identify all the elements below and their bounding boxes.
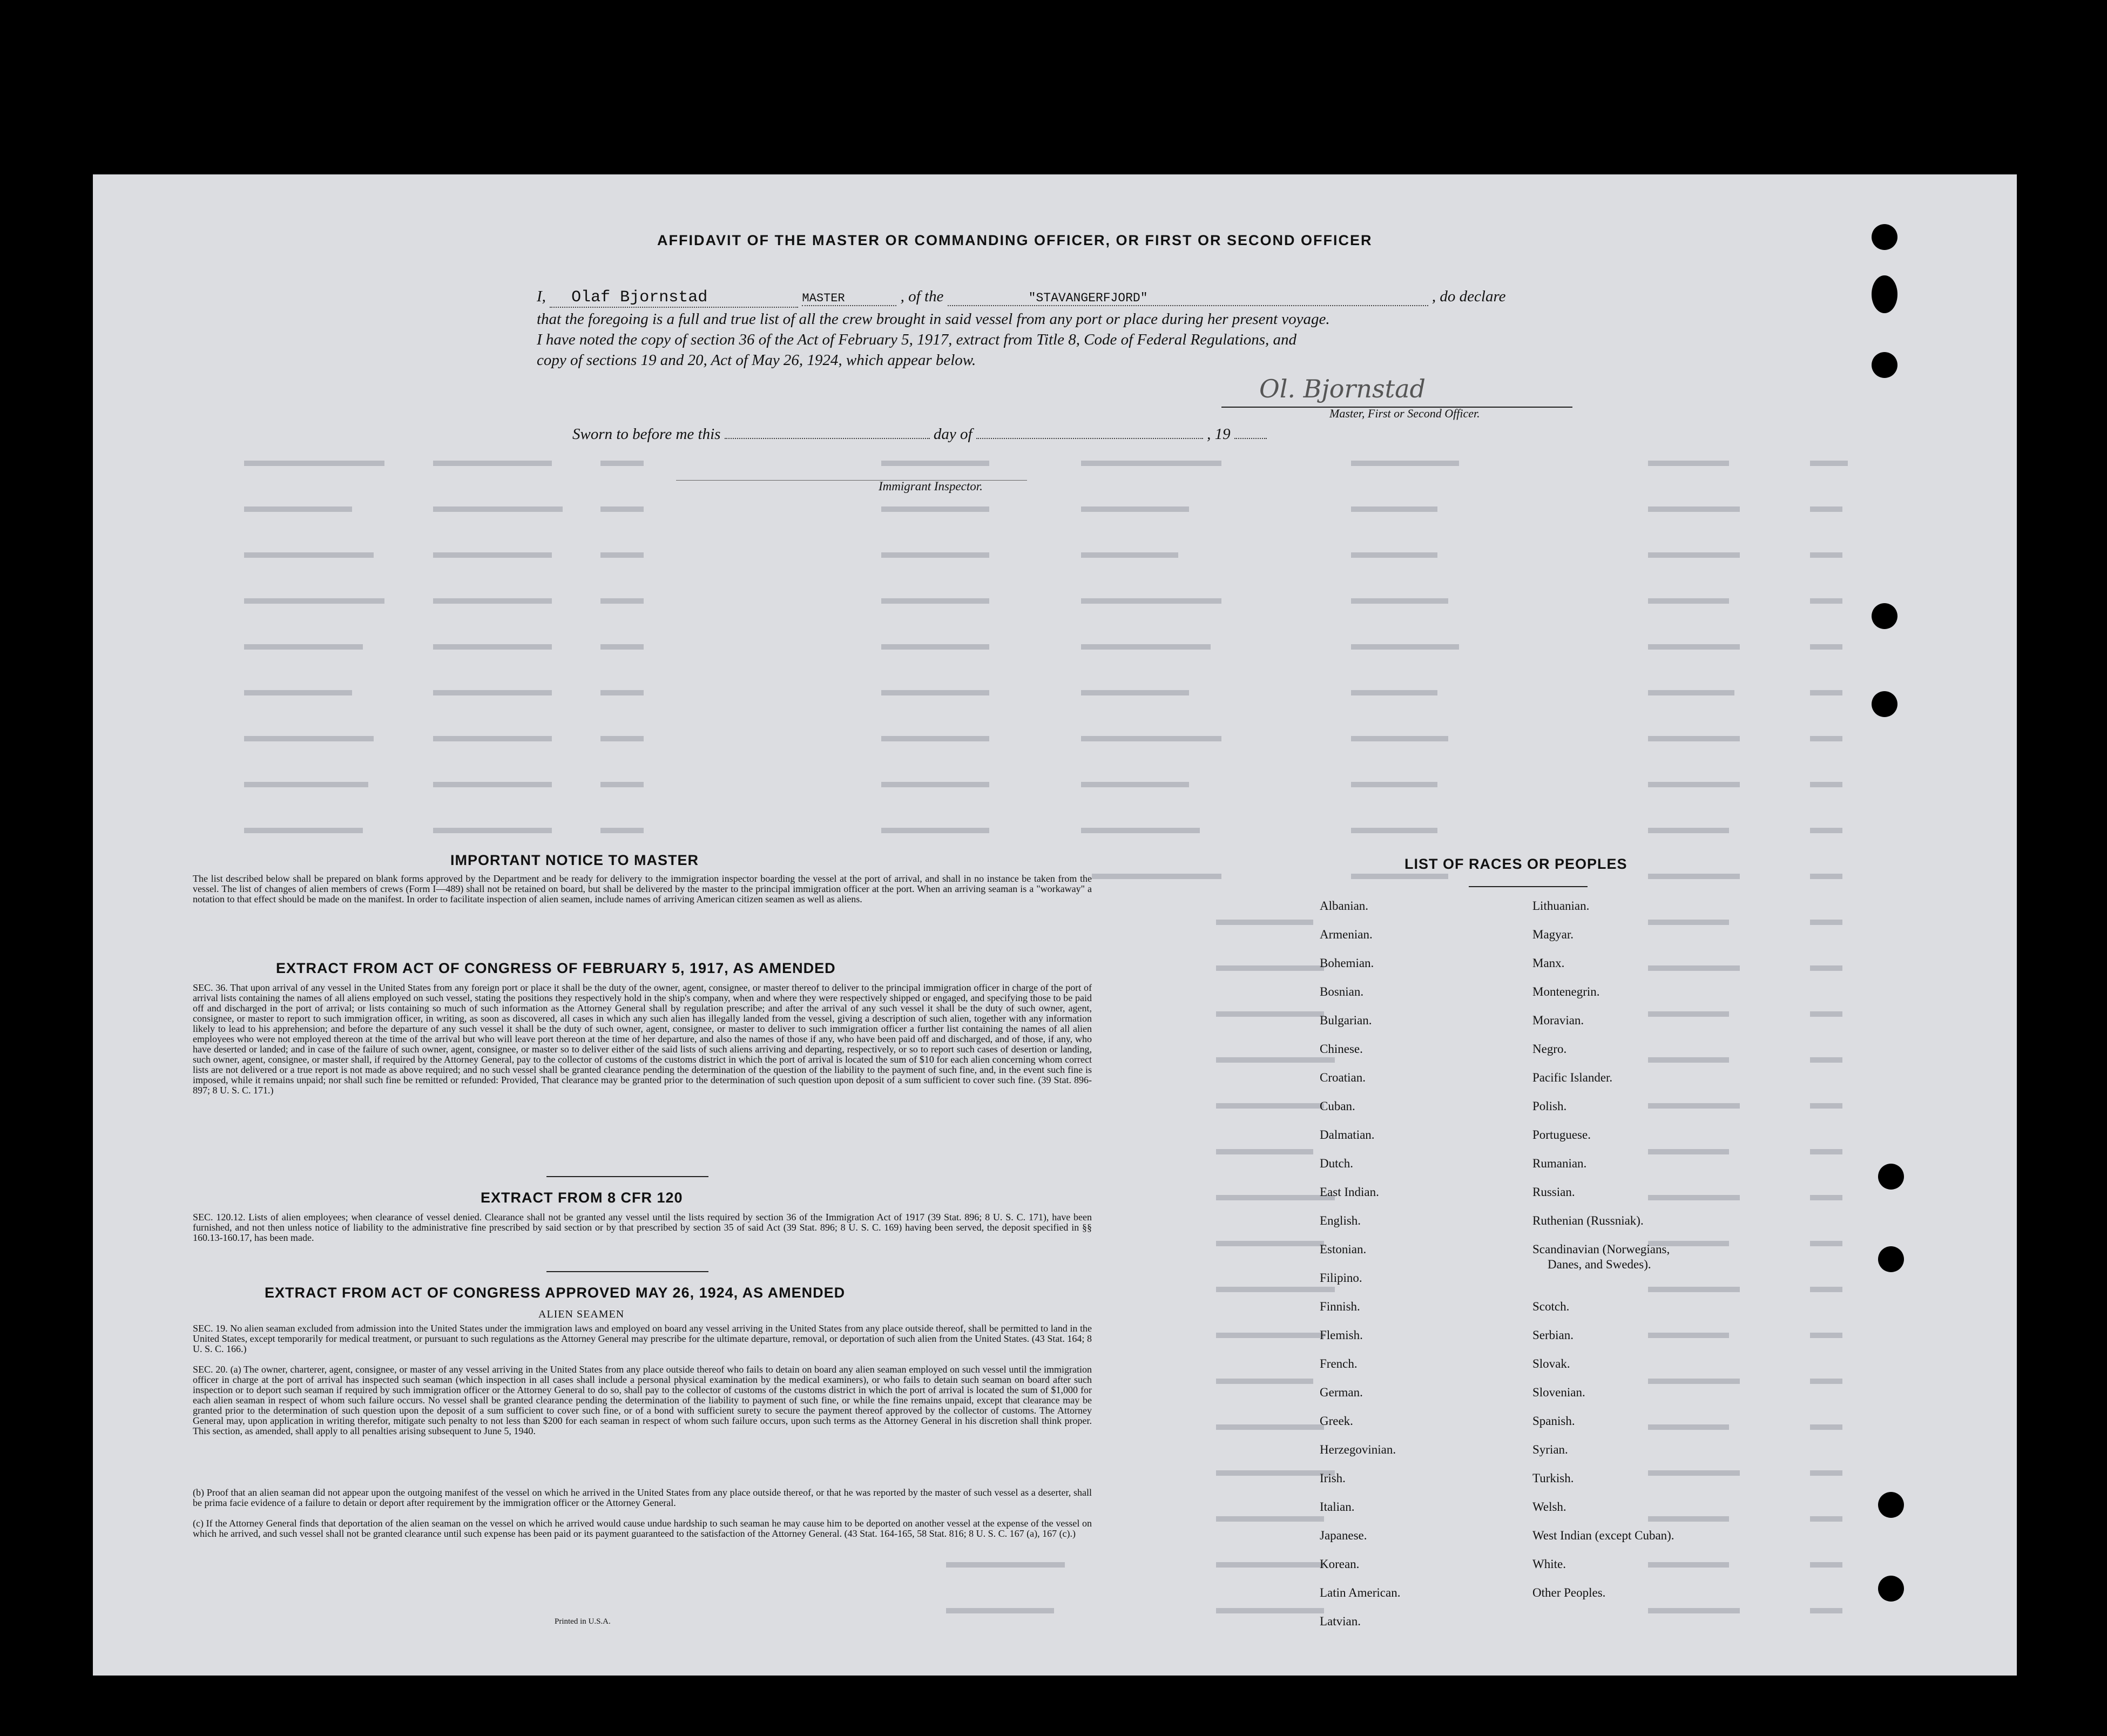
race-item: Albanian. [1320, 899, 1369, 913]
race-item: Dalmatian. [1320, 1128, 1375, 1141]
printed-in-usa: Printed in U.S.A. [555, 1617, 611, 1626]
race-item: Welsh. [1532, 1500, 1566, 1514]
punch-hole [1878, 1164, 1904, 1190]
act-1924-sec20b: (b) Proof that an alien seaman did not appear upon the outgoing manifest of the vessel on which he arrived in the United States from any place outside thereof, or that he was reported by the master of such vessel as a deserter, shall be prima facie evidence of a failure to detain or deport after requirement by the immigration officer or the Attorney General. [193, 1487, 1092, 1508]
race-item: Bulgarian. [1320, 1014, 1372, 1027]
do-declare-label: , do declare [1431, 288, 1506, 305]
race-item: Portuguese. [1532, 1128, 1591, 1141]
race-item: Other Peoples. [1532, 1586, 1606, 1599]
pronoun-i: I, [537, 288, 546, 305]
race-item: East Indian. [1320, 1185, 1379, 1199]
cfr-body: SEC. 120.12. Lists of alien employees; when clearance of vessel denied. Clearance shall not be granted any vessel until the lists required by section 36 of the Immigration Act of 1917 (39 Stat. 896; 8 U. S. C. 171), have been furnished, and not then unless notice of liability to the administrative fine prescribed by said section or by that prescribed by section 35 of said Act (39 Stat. 896; 8 U. S. C. 169) having been served, the deposit specified in §§ 160.13-160.17, has been made. [193, 1212, 1092, 1243]
race-item: Scotch. [1532, 1300, 1570, 1313]
race-item: Herzegovinian. [1320, 1443, 1396, 1456]
punch-hole [1878, 1246, 1904, 1272]
races-divider [1469, 886, 1588, 887]
declaration-line-3: I have noted the copy of section 36 of the Act of February 5, 1917, extract from Title 8, Code of Federal Regulations, and [537, 331, 1297, 348]
notice-title: IMPORTANT NOTICE TO MASTER [447, 852, 702, 869]
act-1924-sec20: SEC. 20. (a) The owner, charterer, agent, consignee, or master of any vessel arriving in the United States from any place outside thereof who fails to detain on board any alien seaman employed on such vessel until the immigration officer in charge at the port of arrival has inspected such seaman (which inspection in all cases shall include a personal physical examination by the medical examiners), or who fails to detain such seaman on board after such inspection or to deport such seaman if required by such immigration officer or the Attorney General to do so, shall pay to the collector of customs of the customs district in which the port of arrival is located the sum of $1,000 for each alien seaman in respect of whom such failure occurs. No vessel shall be granted clearance pending the determination of the liability to payment of such fine, or while the fine remains unpaid, except that clearance may be granted prior to the determination of such question upon the deposit of a sum sufficient to cover such fine, or of a bond with sufficient surety to secure the payment thereof approved by the collector of customs. The Attorney General may, upon application in writing therefor, mitigate such penalty to not less than $200 for each seaman in respect of whom such failure occurs, upon such terms as the Attorney General in his discretion shall think proper. This section, as amended, shall apply to all penalties arising subsequent to June 5, 1940. [193, 1364, 1092, 1436]
race-item: Pacific Islander. [1532, 1071, 1613, 1084]
race-item: Latin American. [1320, 1586, 1401, 1599]
race-item: Estonian. [1320, 1242, 1367, 1256]
race-item: Italian. [1320, 1500, 1355, 1514]
race-item: Filipino. [1320, 1271, 1362, 1285]
race-item: English. [1320, 1214, 1361, 1227]
race-item: German. [1320, 1386, 1363, 1399]
sworn-year-blank [1234, 438, 1267, 439]
race-item: West Indian (except Cuban). [1532, 1529, 1674, 1542]
punch-hole [1872, 275, 1897, 313]
race-item: Slovak. [1532, 1357, 1570, 1370]
race-item: Finnish. [1320, 1300, 1360, 1313]
race-item: Negro. [1532, 1042, 1567, 1056]
race-item: Greek. [1320, 1414, 1353, 1428]
master-signature: Ol. Bjornstad [1259, 374, 1426, 403]
races-title: LIST OF RACES OR PEOPLES [1401, 856, 1631, 873]
cfr-title: EXTRACT FROM 8 CFR 120 [477, 1190, 686, 1206]
race-item: Flemish. [1320, 1328, 1363, 1342]
race-item: Ruthenian (Russniak). [1532, 1214, 1644, 1227]
officer-name: Olaf Bjornstad [550, 288, 798, 308]
act-1917-title: EXTRACT FROM ACT OF CONGRESS OF FEBRUARY 5, 1917, AS AMENDED [273, 960, 839, 977]
race-item: Russian. [1532, 1185, 1575, 1199]
race-item: Spanish. [1532, 1414, 1575, 1428]
act-1924-title: EXTRACT FROM ACT OF CONGRESS APPROVED MAY 26, 1924, AS AMENDED [261, 1285, 848, 1301]
race-item: Cuban. [1320, 1099, 1355, 1113]
races-col-1 [1320, 899, 1400, 1643]
race-item: Serbian. [1532, 1328, 1574, 1342]
race-item: Latvian. [1320, 1615, 1361, 1628]
punch-hole [1878, 1492, 1904, 1518]
race-item: Slovenian. [1532, 1386, 1585, 1399]
divider-2 [546, 1271, 708, 1272]
act-1924-sec20c: (c) If the Attorney General finds that deportation of the alien seaman on the vessel on which he arrived would cause undue hardship to such seaman he may cause him to be deported on another vessel at the expense of the vessel on which he arrived, and such vessel shall not be granted clearance until such expense has been paid or its payment guaranteed to the satisfaction of the Attorney General. (43 Stat. 164-165, 58 Stat. 816; 8 U. S. C. 167 (a), 167 (c).) [193, 1518, 1092, 1539]
act-1924-subtitle: ALIEN SEAMEN [538, 1308, 625, 1320]
punch-hole [1872, 224, 1897, 250]
race-item: Korean. [1320, 1557, 1360, 1571]
punch-hole [1872, 603, 1897, 629]
officer-rank: MASTER [802, 292, 896, 306]
race-item: Manx. [1532, 956, 1565, 970]
race-item: Montenegrin. [1532, 985, 1600, 998]
race-item: Dutch. [1320, 1157, 1353, 1170]
affidavit-heading: AFFIDAVIT OF THE MASTER OR COMMANDING OFFICER, OR FIRST OR SECOND OFFICER [657, 232, 1373, 248]
race-item: Danes, and Swedes). [1548, 1258, 1651, 1271]
race-item: Japanese. [1320, 1529, 1367, 1542]
race-item: French. [1320, 1357, 1358, 1370]
act-1924-sec19: SEC. 19. No alien seaman excluded from admission into the United States under the immigration laws and employed on board any vessel arriving in the United States from any place outside thereof, shall be permitted to land in the United States, except temporarily for medical treatment, or pursuant to such regulations as the Attorney General may prescribe for the ultimate departure, removal, or deportation of such alien from the United States. (43 Stat. 164; 8 U. S. C. 166.) [193, 1323, 1092, 1354]
form-sheet [93, 174, 2017, 1676]
day-of-label: day of [933, 425, 973, 443]
act-1917-body: SEC. 36. That upon arrival of any vessel in the United States from any foreign port or place it shall be the duty of the owner, agent, consignee, or master thereof to deliver to the principal immigration officer in charge of the port of arrival lists containing the names of all aliens employed on such vessel, stating the positions they respectively hold in the ship's company, when and where they were respectively shipped or engaged, and specifying those to be paid off and discharged in the port of arrival; or lists containing so much of such information as the Attorney General shall by regulation prescribe; and after the arrival of any such vessel it shall be the duty of such owner, agent, consignee, or master to report to such immigration officer, in writing, as soon as discovered, all cases in which any such alien has illegally landed from the vessel, giving a description of such alien, together with any information likely to lead to his apprehension; and before the departure of any such vessel it shall be the duty of such owner, agent, consignee, or master to deliver to such immigration officer a further list containing the names of all alien employees who were not employed thereon at the time of the arrival but who will leave port thereon at the time of her departure, and also the names of those if any, who have been paid off and discharged, and of those, if any, who have deserted or landed; and in case of the failure of such owner, agent, consignee, or master so to deliver either of the said lists of such aliens arriving and departing, respectively, or so to report such cases of desertion or landing, such owner, agent, consignee, or master shall, if required by the Attorney General, pay to the collector of customs of the customs district in which the port of arrival is located the sum of $10 for each alien concerning whom correct lists are not delivered or a true report is not made as above required; and no such vessel shall be granted clearance pending the determination of the question of the liability to the payment of such fine, and, in the event such fine is imposed, while it remains unpaid; nor shall such fine be remitted or refunded: Provided, That clearance may be granted prior to the determination of such question upon deposit of a sum sufficient to cover such fine. (39 Stat. 896-897; 8 U. S. C. 171.) [193, 982, 1092, 1096]
punch-hole [1872, 352, 1897, 378]
race-item: White. [1532, 1557, 1566, 1571]
race-item: Lithuanian. [1532, 899, 1590, 913]
vessel-name: "STAVANGERFJORD" [948, 291, 1428, 306]
race-item: Bosnian. [1320, 985, 1364, 998]
divider-1 [546, 1176, 708, 1177]
sworn-month-blank [976, 438, 1203, 439]
declaration-line-1 [537, 288, 1506, 308]
declaration-line-4: copy of sections 19 and 20, Act of May 26, 1924, which appear below. [537, 352, 976, 369]
race-item: Armenian. [1320, 928, 1373, 941]
punch-hole [1878, 1576, 1904, 1602]
year-label: , 19 [1207, 425, 1231, 443]
sworn-day-blank [725, 438, 930, 439]
race-item: Croatian. [1320, 1071, 1366, 1084]
race-item: Polish. [1532, 1099, 1567, 1113]
race-item: Irish. [1320, 1471, 1346, 1485]
declaration-line-2: that the foregoing is a full and true list of all the crew brought in said vessel from any port or place during her present voyage. [537, 310, 1330, 328]
signature-caption: Master, First or Second Officer. [1329, 407, 1480, 420]
race-item: Syrian. [1532, 1443, 1568, 1456]
race-item: Turkish. [1532, 1471, 1574, 1485]
race-item: Magyar. [1532, 928, 1574, 941]
race-item: Moravian. [1532, 1014, 1584, 1027]
of-the-label: , of the [900, 288, 944, 305]
sworn-line [572, 425, 1267, 443]
race-item: Rumanian. [1532, 1157, 1587, 1170]
race-item: Chinese. [1320, 1042, 1363, 1056]
race-item: Bohemian. [1320, 956, 1374, 970]
races-col-2 [1532, 899, 1674, 1615]
race-item: Scandinavian (Norwegians, [1532, 1242, 1670, 1256]
sworn-label: Sworn to before me this [572, 425, 721, 443]
punch-hole [1872, 691, 1897, 717]
inspector-caption: Immigrant Inspector. [879, 479, 983, 493]
notice-body: The list described below shall be prepared on blank forms approved by the Department and be ready for delivery to the immigration inspector boarding the vessel at the port of arrival, and shall in no instance be taken from the vessel. The list of changes of alien members of crews (Form I—489) shall not be retained on board, but shall be delivered by the master to the principal immigration officer at the port. When an arriving seaman is a "workaway" a notation to that effect should be made on the manifest. In order to facilitate inspection of alien seamen, include names of arriving American citizen seamen as well as aliens. [193, 873, 1092, 904]
